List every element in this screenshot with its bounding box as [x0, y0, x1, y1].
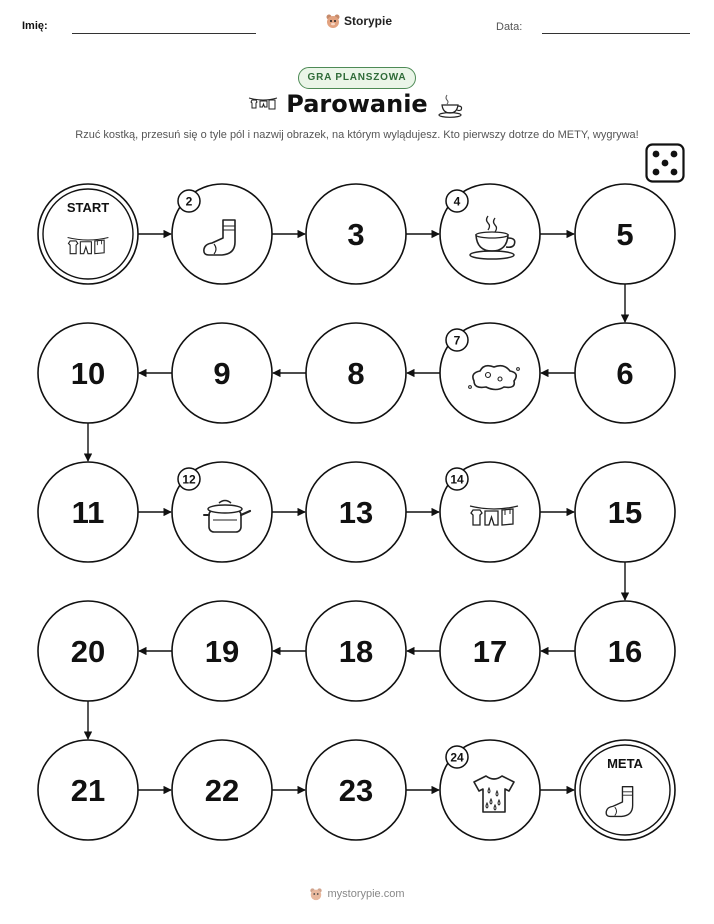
board-cell	[440, 323, 540, 423]
board-cell	[172, 323, 272, 423]
page-title: Parowanie	[286, 90, 428, 118]
cell-number: 5	[616, 217, 634, 252]
board-cell	[38, 740, 138, 840]
cell-number: 6	[616, 356, 634, 391]
board-cell	[172, 740, 272, 840]
board-cell	[440, 462, 540, 562]
board-cell	[575, 323, 675, 423]
cell-number: 21	[70, 773, 106, 808]
cell-label: META	[607, 756, 643, 771]
mascot-icon	[309, 887, 323, 901]
board-cell	[38, 323, 138, 423]
date-label: Data:	[496, 21, 523, 33]
board-cell	[172, 462, 272, 562]
category-badge: GRA PLANSZOWA	[298, 67, 416, 89]
brand-name: Storypie	[344, 14, 393, 28]
cell-number: 11	[71, 495, 105, 530]
cell-number: 13	[338, 495, 374, 530]
footer-url: mystorypie.com	[327, 888, 405, 900]
cell-number-badge: 12	[182, 472, 196, 487]
instructions: Rzuć kostką, przesuń się o tyle pól i nazwij obrazek, na którym wylądujesz. Kto pierwszy dotrze do METY, wygrywa!	[75, 129, 639, 141]
cell-number: 18	[338, 634, 374, 669]
cell-number: 16	[607, 634, 643, 669]
cell-number-badge: 14	[450, 472, 464, 487]
cell-number: 19	[204, 634, 240, 669]
cell-number: 17	[472, 634, 508, 669]
cell-number-badge: 24	[450, 750, 464, 765]
cell-number: 23	[338, 773, 374, 808]
board-cell	[172, 184, 272, 284]
cell-number-badge: 2	[185, 194, 193, 209]
cell-label: START	[66, 200, 110, 215]
cell-number-badge: 4	[453, 194, 461, 209]
name-label: Imię:	[22, 20, 48, 32]
board-cell	[306, 601, 406, 701]
board-cell	[440, 740, 540, 840]
board-cell	[306, 462, 406, 562]
footer	[0, 887, 714, 901]
board-cell	[575, 184, 675, 284]
cell-number: 8	[347, 356, 365, 391]
cell-number: 10	[70, 356, 106, 391]
board-cell	[440, 601, 540, 701]
finish-cell	[575, 740, 675, 840]
board-cell	[172, 601, 272, 701]
cell-number: 22	[204, 773, 240, 808]
board-cell	[306, 740, 406, 840]
board-cell	[38, 462, 138, 562]
board-cell	[306, 323, 406, 423]
start-cell	[38, 184, 138, 284]
board-cell	[440, 184, 540, 284]
board-cell	[306, 184, 406, 284]
cell-number-badge: 7	[453, 333, 461, 348]
board-cell	[575, 462, 675, 562]
cell-number: 20	[70, 634, 106, 669]
cell-number: 9	[213, 356, 231, 391]
cell-number: 3	[347, 217, 365, 252]
board-cell	[575, 601, 675, 701]
board-cell	[38, 601, 138, 701]
cell-number: 15	[607, 495, 643, 530]
